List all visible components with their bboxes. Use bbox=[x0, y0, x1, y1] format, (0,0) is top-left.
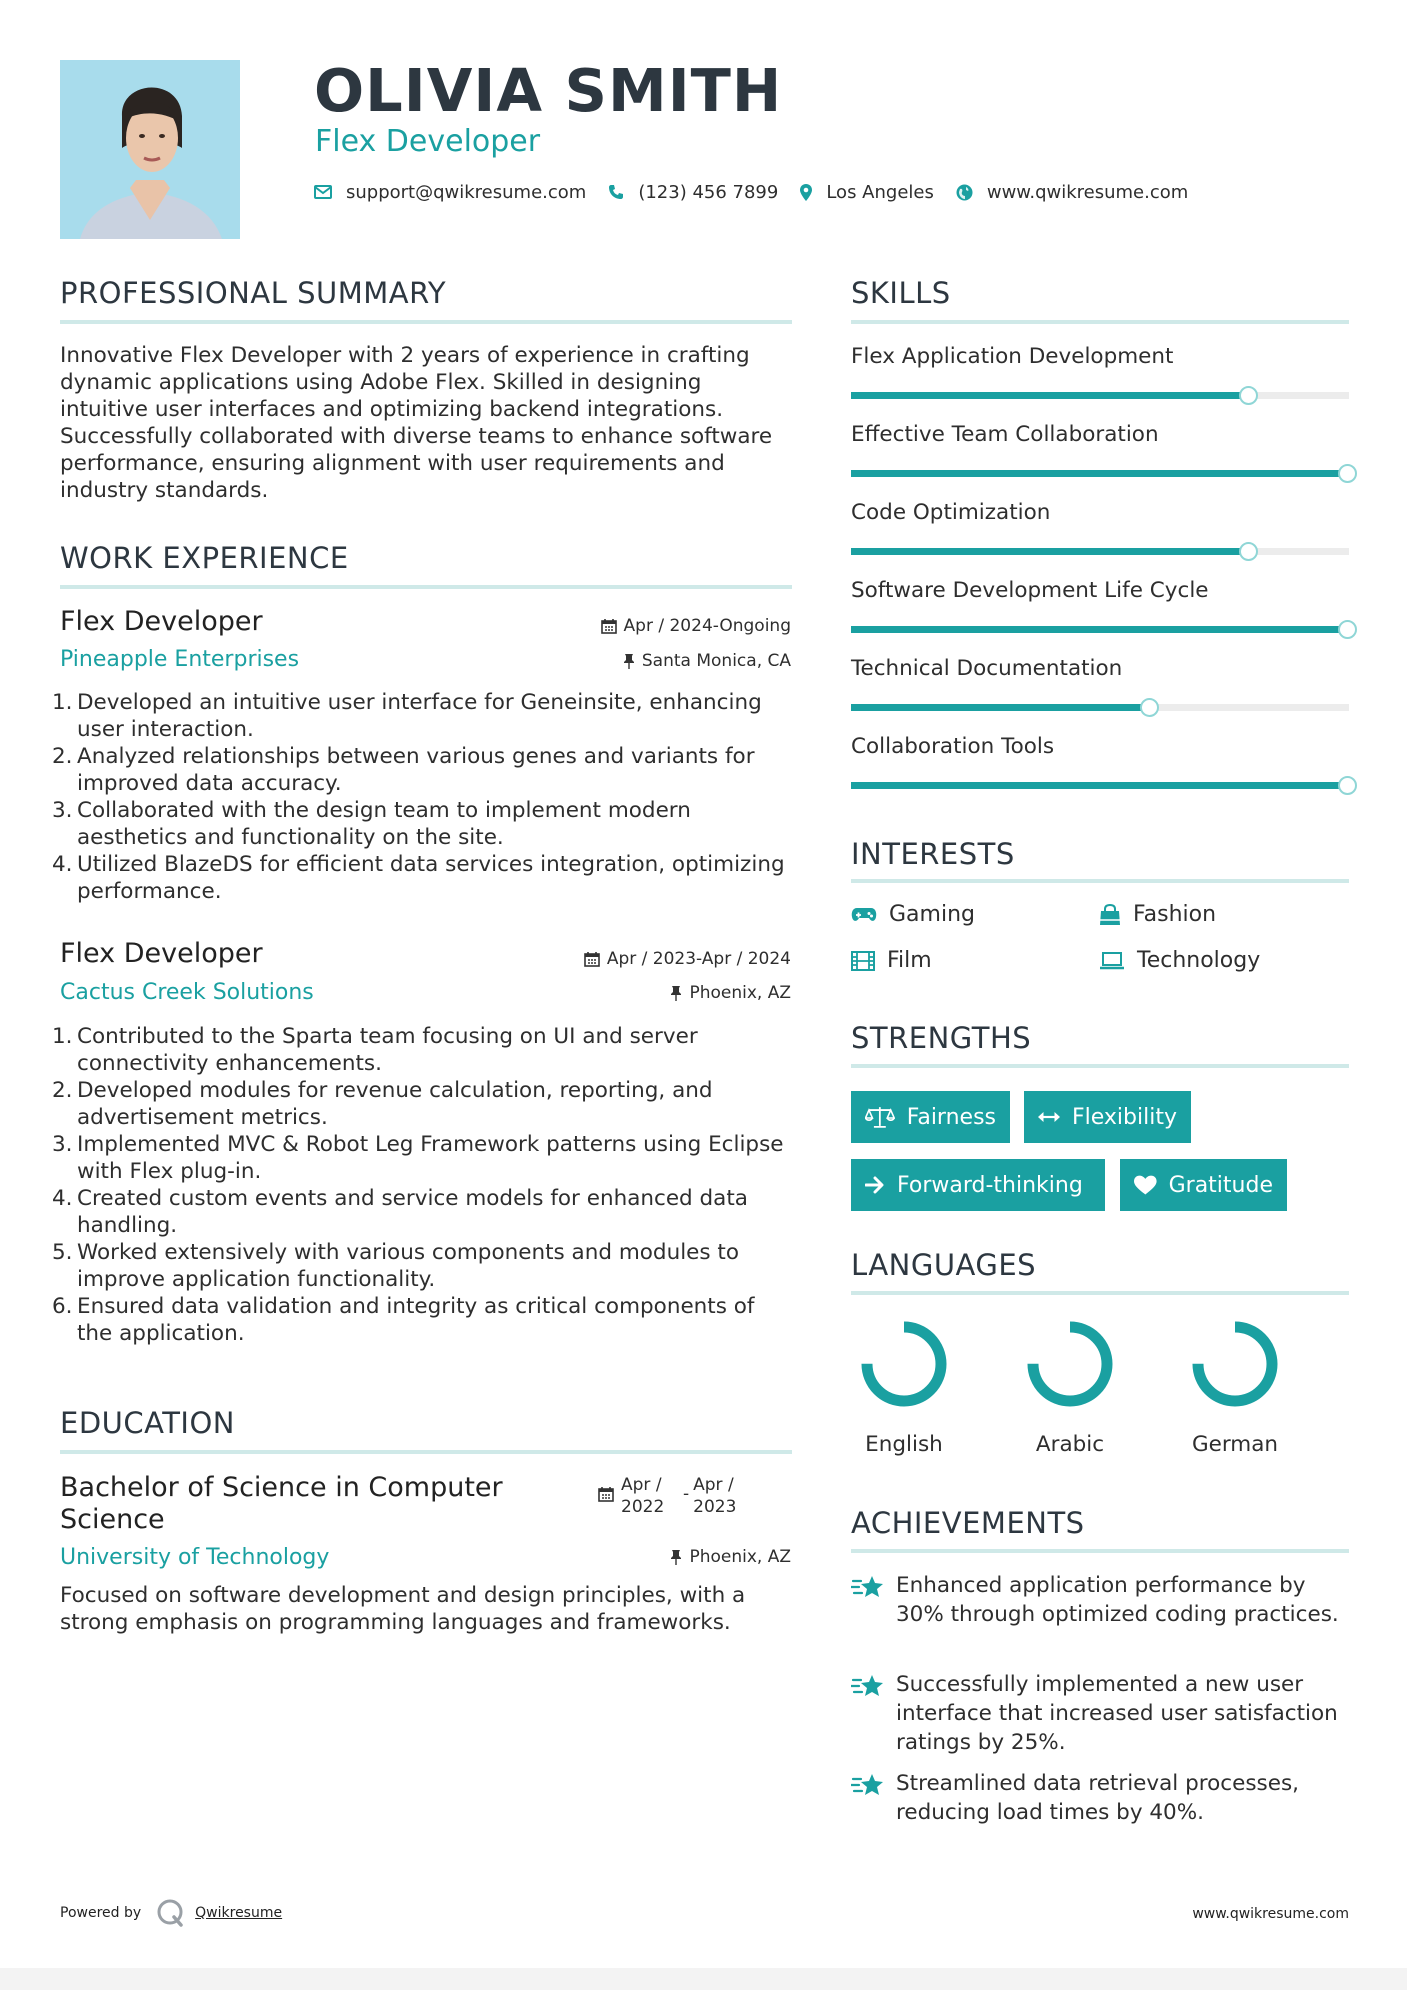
candidate-title: Flex Developer bbox=[315, 124, 541, 159]
strength-chip-forward-thinking bbox=[851, 1159, 1105, 1211]
language-label: English bbox=[865, 1432, 943, 1457]
job-date-text: Apr / 2024-Ongoing bbox=[623, 616, 791, 636]
achievement-text: Successfully implemented a new user interface that increased user satisfaction ratings by 25%. bbox=[896, 1672, 1338, 1755]
candidate-name: OLIVIA SMITH bbox=[314, 56, 783, 125]
shooting-star-icon bbox=[851, 1573, 885, 1601]
qwikresume-logo-icon bbox=[155, 1898, 185, 1928]
location-text: Los Angeles bbox=[826, 181, 934, 203]
achievement-item bbox=[851, 1670, 1351, 1757]
summary-heading: PROFESSIONAL SUMMARY bbox=[60, 276, 447, 310]
list-item: 2. Developed modules for revenue calculation, reporting, and advertisement metrics. bbox=[52, 1078, 713, 1130]
education-location-text: Phoenix, AZ bbox=[689, 1547, 791, 1567]
map-pin-icon bbox=[800, 184, 812, 201]
job-bullets bbox=[52, 1023, 792, 1347]
education-date bbox=[598, 1474, 743, 1518]
calendar-icon bbox=[598, 1486, 614, 1502]
interest-item-gaming bbox=[851, 902, 975, 927]
contact-email[interactable] bbox=[314, 182, 586, 203]
interest-item-fashion bbox=[1099, 902, 1216, 927]
language-level-arc bbox=[1033, 1327, 1107, 1401]
list-item: 1. Developed an intuitive user interface for Geneinsite, enhancing user interaction. bbox=[52, 690, 762, 742]
contact-location bbox=[800, 182, 934, 203]
list-item: 3. Implemented MVC & Robot Leg Framework patterns using Eclipse with Flex plug-in. bbox=[52, 1132, 784, 1184]
website-text: www.qwikresume.com bbox=[986, 181, 1189, 203]
skill-track bbox=[851, 782, 1349, 789]
education-heading: EDUCATION bbox=[60, 1406, 236, 1440]
pushpin-icon bbox=[623, 653, 635, 669]
degree-title: Bachelor of Science in Computer Science bbox=[60, 1472, 503, 1535]
language-ring bbox=[1024, 1318, 1116, 1410]
interests-rule bbox=[851, 879, 1349, 883]
education-location bbox=[670, 1547, 791, 1567]
phone-icon bbox=[608, 184, 624, 200]
skills-heading: SKILLS bbox=[851, 276, 951, 310]
shopping-bag-icon bbox=[1099, 904, 1121, 926]
powered-by-text: Powered by bbox=[60, 1905, 142, 1921]
education-date-end: Apr / 2023 bbox=[693, 1475, 737, 1517]
gamepad-icon bbox=[851, 907, 877, 923]
strength-label: Gratitude bbox=[1168, 1172, 1273, 1198]
shooting-star-icon bbox=[851, 1771, 885, 1799]
language-level-arc bbox=[1198, 1327, 1272, 1401]
interest-item-film bbox=[851, 948, 932, 973]
languages-heading: LANGUAGES bbox=[851, 1248, 1037, 1282]
contact-website[interactable] bbox=[956, 182, 1188, 203]
arrows-horizontal-icon bbox=[1038, 1110, 1060, 1124]
skill-label: Effective Team Collaboration bbox=[851, 422, 1159, 447]
experience-heading: WORK EXPERIENCE bbox=[60, 541, 349, 575]
footer-powered-by bbox=[60, 1898, 282, 1928]
job-location-text: Santa Monica, CA bbox=[641, 651, 791, 671]
envelope-icon bbox=[314, 185, 332, 199]
list-item: 6. Ensured data validation and integrity as critical components of the application. bbox=[52, 1294, 755, 1346]
pushpin-icon bbox=[670, 985, 682, 1001]
footer-site[interactable]: www.qwikresume.com bbox=[1192, 1906, 1349, 1922]
strength-label: Forward-thinking bbox=[897, 1172, 1083, 1198]
email-text: support@qwikresume.com bbox=[346, 181, 587, 203]
phone-text: (123) 456 7899 bbox=[638, 181, 779, 203]
job-date-text: Apr / 2023-Apr / 2024 bbox=[606, 949, 791, 969]
achievements-rule bbox=[851, 1549, 1349, 1553]
list-item: 1. Contributed to the Sparta team focusing on UI and server connectivity enhancements. bbox=[52, 1024, 698, 1076]
job-date bbox=[584, 949, 791, 969]
job-title: Flex Developer bbox=[60, 938, 263, 969]
list-item: 4. Created custom events and service models for enhanced data handling. bbox=[52, 1186, 748, 1238]
skill-label: Code Optimization bbox=[851, 500, 1051, 525]
contact-phone[interactable] bbox=[608, 182, 778, 203]
bottom-bar bbox=[0, 1968, 1407, 1990]
strengths-heading: STRENGTHS bbox=[851, 1021, 1032, 1055]
interest-label: Gaming bbox=[889, 902, 975, 927]
experience-rule bbox=[60, 585, 792, 589]
skill-track bbox=[851, 704, 1349, 711]
job-company: Pineapple Enterprises bbox=[60, 647, 300, 672]
skill-level-knob bbox=[1140, 698, 1159, 717]
education-rule bbox=[60, 1450, 792, 1454]
education-date-separator: - bbox=[683, 1484, 690, 1504]
list-item: 5. Worked extensively with various components and modules to improve application functionality. bbox=[52, 1240, 740, 1292]
skill-label: Technical Documentation bbox=[851, 656, 1123, 681]
strength-chip-flexibility bbox=[1024, 1091, 1191, 1143]
skill-fill bbox=[851, 470, 1347, 477]
language-level-arc bbox=[867, 1327, 941, 1401]
interest-item-technology bbox=[1099, 948, 1260, 973]
list-item: 2. Analyzed relationships between various genes and variants for improved data accuracy. bbox=[52, 744, 755, 796]
skill-level-knob bbox=[1239, 542, 1258, 561]
job-location bbox=[623, 651, 791, 671]
skill-track bbox=[851, 470, 1349, 477]
globe-icon bbox=[956, 184, 973, 201]
heart-icon bbox=[1134, 1175, 1157, 1196]
summary-text: Innovative Flex Developer with 2 years of experience in crafting dynamic applications using Adobe Flex. Skilled in designing intuitive user interfaces and optimizing backend integrations. Successfully collaborated with diverse teams to enhance software performance, ensuring alignment with user requirements and industry standards. bbox=[60, 343, 773, 503]
language-label: German bbox=[1191, 1432, 1279, 1457]
calendar-icon bbox=[601, 618, 617, 634]
education-date-start: Apr / 2022 bbox=[621, 1475, 665, 1517]
profile-photo bbox=[60, 60, 240, 239]
balance-scale-icon bbox=[865, 1106, 895, 1128]
language-ring bbox=[858, 1318, 950, 1410]
skill-track bbox=[851, 548, 1349, 555]
interest-label: Technology bbox=[1137, 948, 1261, 973]
skill-fill bbox=[851, 704, 1149, 711]
interest-label: Fashion bbox=[1133, 902, 1217, 927]
skill-track bbox=[851, 392, 1349, 399]
achievement-text: Streamlined data retrieval processes, reducing load times by 40%. bbox=[896, 1771, 1299, 1825]
school-name: University of Technology bbox=[60, 1545, 330, 1570]
language-label: Arabic bbox=[1035, 1432, 1105, 1457]
skill-level-knob bbox=[1338, 620, 1357, 639]
interests-heading: INTERESTS bbox=[851, 837, 1015, 871]
strengths-rule bbox=[851, 1064, 1349, 1068]
achievement-item bbox=[851, 1769, 1351, 1827]
strength-chip-gratitude bbox=[1120, 1159, 1287, 1211]
skill-level-knob bbox=[1338, 776, 1357, 795]
skill-label: Collaboration Tools bbox=[851, 734, 1055, 759]
summary-rule bbox=[60, 320, 792, 324]
contact-row bbox=[314, 178, 1210, 206]
education-description: Focused on software development and design principles, with a strong emphasis on programming languages and frameworks. bbox=[60, 1583, 746, 1635]
skills-rule bbox=[851, 320, 1349, 324]
strength-label: Flexibility bbox=[1072, 1104, 1177, 1130]
skill-label: Software Development Life Cycle bbox=[851, 578, 1209, 603]
achievements-heading: ACHIEVEMENTS bbox=[851, 1506, 1085, 1540]
skill-fill bbox=[851, 548, 1248, 555]
job-date bbox=[601, 616, 791, 636]
language-ring bbox=[1189, 1318, 1281, 1410]
job-location bbox=[670, 983, 791, 1003]
skill-fill bbox=[851, 782, 1347, 789]
interest-label: Film bbox=[887, 948, 932, 973]
skill-track bbox=[851, 626, 1349, 633]
arrow-right-icon bbox=[865, 1176, 885, 1194]
qwikresume-link[interactable]: Qwikresume bbox=[195, 1905, 283, 1921]
job-company: Cactus Creek Solutions bbox=[60, 980, 314, 1005]
achievement-item bbox=[851, 1571, 1351, 1629]
skill-fill bbox=[851, 626, 1347, 633]
pushpin-icon bbox=[670, 1549, 682, 1565]
shooting-star-icon bbox=[851, 1672, 885, 1700]
calendar-icon bbox=[584, 951, 600, 967]
strength-label: Fairness bbox=[906, 1104, 996, 1130]
film-icon bbox=[851, 951, 875, 971]
laptop-icon bbox=[1099, 952, 1125, 970]
job-title: Flex Developer bbox=[60, 606, 263, 637]
skill-level-knob bbox=[1338, 464, 1357, 483]
skill-level-knob bbox=[1239, 386, 1258, 405]
job-location-text: Phoenix, AZ bbox=[689, 983, 791, 1003]
list-item: 4. Utilized BlazeDS for efficient data services integration, optimizing performance. bbox=[52, 852, 785, 904]
skill-fill bbox=[851, 392, 1248, 399]
job-bullets bbox=[52, 689, 792, 905]
achievement-text: Enhanced application performance by 30% through optimized coding practices. bbox=[896, 1573, 1339, 1627]
list-item: 3. Collaborated with the design team to implement modern aesthetics and functionality on the site. bbox=[52, 798, 691, 850]
skill-label: Flex Application Development bbox=[851, 344, 1174, 369]
languages-rule bbox=[851, 1291, 1349, 1295]
strength-chip-fairness bbox=[851, 1091, 1010, 1143]
